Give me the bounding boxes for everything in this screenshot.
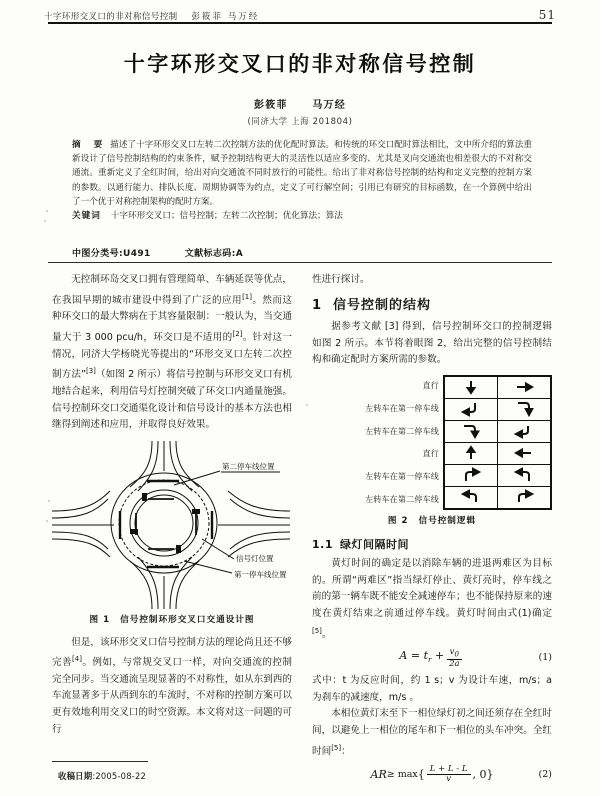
header-rule xyxy=(48,22,552,24)
scan-speck xyxy=(48,500,50,502)
lc-p1-c: 。针对这一情况，同济大学杨晓光等提出的“环形交叉口左转二次控制方法” xyxy=(52,332,293,381)
lc-ref-2: [2] xyxy=(232,329,243,338)
section-heading-1 xyxy=(312,298,552,315)
section-1-1-title: 绿灯间隔时间 xyxy=(340,537,409,551)
phase-label-4: 左转车在第一停车线 xyxy=(365,472,439,482)
left-paragraph-1 xyxy=(52,272,292,434)
right-paragraph-1: 据参考文献 [3] 得到，信号控制环交口的控制逻辑如图 2 所示。本节将着眼图 2，给出完整的信号控制结构和确定配时方案所需的参数。 xyxy=(312,321,552,366)
keywords-label: 关键词 xyxy=(72,211,101,222)
formula-1-body: $A = t_r$ + xyxy=(399,649,445,665)
clc-value: U491 xyxy=(123,249,151,259)
phase-cell-arrow-right xyxy=(498,376,551,398)
phase-cell-arrow-up-right-turn xyxy=(445,464,498,486)
section-1-1-number: 1.1 xyxy=(312,537,333,551)
phase-row xyxy=(445,442,551,464)
phase-label-5: 左转车在第二停车线 xyxy=(365,494,439,504)
phase-label-0: 直行 xyxy=(422,380,439,390)
figure-1-roundabout xyxy=(52,441,290,609)
phase-row xyxy=(445,398,551,420)
formula-2-lhs: AR xyxy=(370,767,387,781)
author-list xyxy=(0,96,600,111)
rc-p4-b: ： xyxy=(341,745,351,757)
figure-1-label: 图 1 xyxy=(89,614,111,625)
doc-code-value: A xyxy=(235,249,244,259)
phase-label-2: 左转车在第二停车线 xyxy=(365,426,439,436)
phase-cell-arrow-left-up-turn xyxy=(445,486,498,508)
figure-2-caption-text: 信号控制逻辑 xyxy=(418,515,477,526)
section-heading-1-1 xyxy=(312,537,552,554)
scan-speck xyxy=(46,520,48,522)
lc-p2-a: 但是，该环形交叉口信号控制方法的理论尚且还不够完善 xyxy=(52,636,292,669)
section-1-number: 1 xyxy=(312,297,323,313)
phase-cell-arrow-down-left-turn xyxy=(445,398,498,420)
phase-row xyxy=(445,464,551,486)
right-column xyxy=(312,272,552,788)
phase-cell-arrow-right-down-turn xyxy=(445,420,498,442)
figure-1-caption xyxy=(52,612,292,629)
roundabout-diagram-svg xyxy=(52,441,290,609)
formula-2: AR ≥ max { $\frac{L + L - L}{v}$ , 0 } (2) xyxy=(370,764,552,785)
scan-speck xyxy=(306,404,308,406)
lc-ref-1: [1] xyxy=(242,292,252,301)
formula-2-relation: ≥ max xyxy=(386,768,418,780)
figure-2-caption xyxy=(312,513,552,530)
figure-1-annotation-signal-position: 信号灯位置 xyxy=(236,553,274,563)
affiliation: (同济大学 上海 201804) xyxy=(247,117,353,127)
left-paragraph-2 xyxy=(52,635,292,739)
right-lead-line: 性进行探讨。 xyxy=(312,274,370,285)
abstract-label: 摘 要 xyxy=(72,140,108,150)
lc-ref-3: [3] xyxy=(85,367,96,376)
author-name-2: 马万经 xyxy=(312,100,346,111)
formula-2-number: (2) xyxy=(538,768,552,780)
arrow-up-left-turn-icon xyxy=(514,467,534,483)
lc-p2-b: 。例如，与常规交叉口一样，对向交通流的控制完全同步。当交通流呈现显著的不对称性，如从东到西的车流显著多于从西到东的车流时，不对称的控制方案可以更有效地利用交叉口的时空资源。本文将对这一问题的可行 xyxy=(52,657,293,735)
author-name-1: 彭筱菲 xyxy=(254,100,288,111)
rc-ref-2: [5] xyxy=(331,743,342,752)
phase-row xyxy=(445,376,551,398)
arrow-right-icon xyxy=(514,379,534,395)
classification-line xyxy=(72,246,243,259)
lc-ref-4: [4] xyxy=(72,655,82,664)
figure-2-label: 图 2 xyxy=(387,515,409,526)
rc-p2-a: 黄灯时间的确定是以消除车辆的进退两难区为目标的。所谓“两难区”指当绿灯停止、黄灯亮时，停车线之前的第一辆车既不能安全减速停车；也不能保持原来的速度在黄灯结束之前通过停车线。黄灯时间由式(1)确定 xyxy=(312,558,552,619)
arrow-left-icon xyxy=(514,445,534,461)
formula-1 xyxy=(312,648,552,669)
arrow-right-down-turn-icon xyxy=(461,423,481,439)
figure-2-wrapper xyxy=(312,375,552,510)
running-head xyxy=(44,8,556,22)
figure-1-caption-text: 信号控制环形交叉口交通设计图 xyxy=(120,614,255,625)
scan-speck xyxy=(44,220,46,222)
arrow-down-right-turn-icon xyxy=(514,401,534,417)
scan-speck xyxy=(46,210,48,212)
formula-2-numerator: L + L - L xyxy=(427,765,471,775)
phase-row-labels xyxy=(365,375,443,510)
rc-ref-1: [5] xyxy=(312,626,322,635)
formula-2-denominator: v xyxy=(446,774,452,785)
formula-2-fraction xyxy=(427,765,471,784)
arrow-up-icon xyxy=(463,445,479,461)
signal-head-marks xyxy=(130,493,200,553)
lc-p1-e: （如图 2 所示）将信号控制与环形交叉口有机地结合起来，利用信号灯控制突破了环交口内通量施强。信号控制环交口交通渠化设计和信号设计的基本方法也相继得到阐述和应用，并取得良好效果。 xyxy=(52,369,292,431)
abstract-paragraph xyxy=(72,138,532,209)
formula-1-num-sub: 0 xyxy=(454,651,459,659)
rc-p4-a: 本相位黄灯末至下一相位绿灯初之间还须存在全红时间，以避免上一相位的尾车和下一相位的头车冲突。全红时间 xyxy=(312,708,552,757)
page-number: 51 xyxy=(538,8,556,22)
phase-arrow-grid xyxy=(443,375,552,510)
keywords-line xyxy=(72,209,532,223)
footnote-label: 收稿日期 xyxy=(58,771,93,781)
phase-table xyxy=(365,375,552,510)
right-paragraph-4 xyxy=(312,706,552,760)
formula-1-subscript-r: r xyxy=(428,656,432,665)
abstract-divider-rule xyxy=(48,262,552,263)
section-1-title: 信号控制的结构 xyxy=(333,297,432,313)
right-paragraph-2: 黄灯时间的确定是以消除车辆的进退两难区为目标的。所谓“两难区”指当绿灯停止、黄灯亮时，停车线之前的第一辆车既不能安全减速停车；也不能保持原来的速度在黄灯结束之前通过停车线。黄灯时间由式(1)确定[5]。 xyxy=(312,558,552,640)
phase-cell-arrow-right-up-turn xyxy=(498,486,551,508)
formula-1-num-v: v xyxy=(449,647,455,658)
arrow-down-icon xyxy=(463,379,479,395)
running-head-authors: 彭筱菲 马万经 xyxy=(191,12,260,22)
footnote-rule xyxy=(52,761,148,762)
lc-p1-b: 。然而这种环交口的最大弊病在于其容量限制：一般认为，当交通量大于 3 000 pcu/h，环交口是不适用的 xyxy=(52,294,293,344)
footnote xyxy=(58,770,146,782)
formula-1-denominator: 2a xyxy=(449,659,460,670)
arrow-down-left-turn-icon xyxy=(461,401,481,417)
phase-cell-arrow-down xyxy=(445,376,498,398)
arrow-right-up-turn-icon xyxy=(514,489,534,505)
keywords-text: 十字环形交叉口；信号控制；左转二次控制；优化算法；算法 xyxy=(110,211,343,222)
doc-code-label: 文献标志码: xyxy=(184,249,236,259)
right-paragraph-3: 式中：t 为反应时间，约 1 s；v 为设计车速，m/s；a 为刹车的减速度，m/s 。 xyxy=(312,675,552,703)
abstract-block xyxy=(72,138,532,223)
arrow-up-right-turn-icon xyxy=(461,467,481,483)
phase-label-1: 左转车在第一停车线 xyxy=(365,403,439,413)
arrow-left-up-turn-icon xyxy=(461,489,481,505)
left-column xyxy=(52,272,292,738)
page-title: 十字环形交叉口的非对称信号控制 xyxy=(123,51,477,76)
formula-1-number: (1) xyxy=(538,652,552,664)
running-head-title: 十字环形交叉口的非对称信号控制 xyxy=(44,12,178,22)
phase-row xyxy=(445,420,551,442)
phase-cell-arrow-left-down-turn xyxy=(498,420,551,442)
phase-label-3: 直行 xyxy=(422,449,439,459)
phase-cell-arrow-down-right-turn xyxy=(498,398,551,420)
abstract-text: 描述了十字环形交叉口左转二次控制方法的优化配时算法。和传统的环交口配时算法相比，文中所介绍的算法重新设计了信号控制结构的约束条件，赋予控制结构更大的灵活性以适应多变的、尤其是叉向交通流也相差很大的不对称交通流。重新定义了全红时间，给出对向交通流不同时放行的可能性。给出了非对称信号控制的结构和定义完整的控制方案的参数。以通行能力、排队长度、周期协调等为约点，定义了可行解空间；引用已有研究的目标函数，在一个算例中给出了一个优于对称控制架构的配时方案。 xyxy=(72,140,532,207)
phase-cell-arrow-left xyxy=(498,442,551,464)
figure-1-annotation-second-stopline: 第二停车线位置 xyxy=(222,461,275,471)
phase-row xyxy=(445,486,551,508)
formula-1-variable-t: t xyxy=(423,649,428,663)
figure-1-annotation-first-stopline: 第一停车线位置 xyxy=(234,569,287,579)
formula-1-fraction xyxy=(446,648,462,669)
clc-label: 中图分类号: xyxy=(72,249,123,259)
phase-cell-arrow-up xyxy=(445,442,498,464)
lc-p1-a: 无控制环岛交叉口拥有管理简单、车辆延误等优点，在我国早期的城市建设中得到了广泛的应用 xyxy=(52,274,292,306)
phase-cell-arrow-up-left-turn xyxy=(498,464,551,486)
footnote-value: :2005-08-22 xyxy=(92,771,147,781)
formula-2-tail: , 0 xyxy=(472,767,487,781)
arrow-left-down-turn-icon xyxy=(514,423,534,439)
